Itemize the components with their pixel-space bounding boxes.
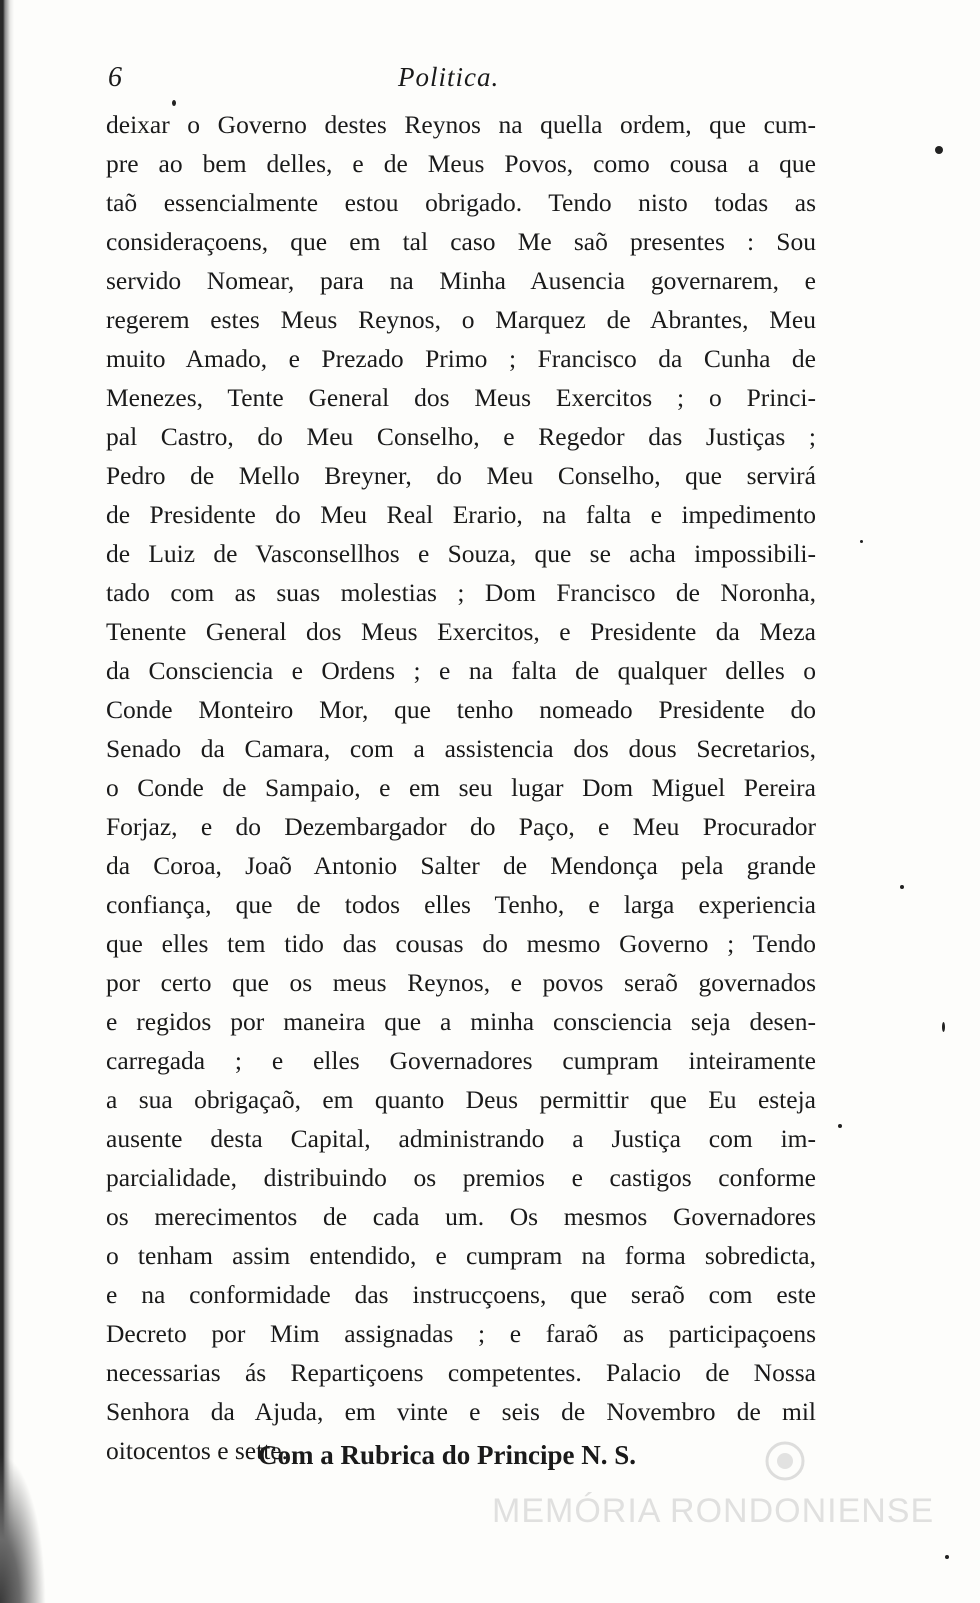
ink-speck [945,1555,949,1559]
text-line: deixar o Governo destes Reynos na quella ordem, que cum- [106,110,816,139]
text-line: que elles tem tido das cousas do mesmo Governo ; Tendo [106,929,816,958]
text-line: muito Amado, e Prezado Primo ; Francisco da Cunha de [106,344,816,373]
text-line: Forjaz, e do Dezembargador do Paço, e Meu Procurador [106,812,816,841]
text-line: de Presidente do Meu Real Erario, na falta e impedimento [106,500,816,529]
text-line: a sua obrigaçaõ, em quanto Deus permittir que Eu esteja [106,1085,816,1114]
signature-line: Com a Rubrica do Principe N. S. [258,1440,636,1470]
text-line: da Coroa, Joaõ Antonio Salter de Mendonça pela grande [106,851,816,880]
page-header [108,62,813,102]
text-line: pre ao bem delles, e de Meus Povos, como cousa a que [106,149,816,178]
text-line: tado com as suas molestias ; Dom Francisco de Noronha, [106,578,816,607]
text-line: o tenham assim entendido, e cumpram na forma sobredicta, [106,1241,816,1270]
text-line: Senhora da Ajuda, em vinte e seis de Novembro de mil [106,1397,816,1426]
text-line: confiança, que de todos elles Tenho, e larga experiencia [106,890,816,919]
decree-text [106,105,816,1470]
ink-speck [935,146,943,154]
text-line: taõ essencialmente estou obrigado. Tendo nisto todas as [106,188,816,217]
text-line: necessarias ás Repartiçoens competentes. Palacio de Nossa [106,1358,816,1387]
ink-speck [942,1022,945,1032]
text-line: carregada ; e elles Governadores cumpram inteiramente [106,1046,816,1075]
text-line: os merecimentos de cada um. Os mesmos Governadores [106,1202,816,1231]
text-line: e regidos por maneira que a minha consciencia seja desen- [106,1007,816,1036]
watermark-logo-icon [760,1436,810,1486]
text-line: servido Nomear, para na Minha Ausencia governarem, e [106,266,816,295]
text-line: Senado da Camara, com a assistencia dos dous Secretarios, [106,734,816,763]
text-line: oitocentos e sette. [106,1436,288,1465]
text-line: ausente desta Capital, administrando a Justiça com im- [106,1124,816,1153]
text-line: regerem estes Meus Reynos, o Marquez de Abrantes, Meu [106,305,816,334]
text-line: pal Castro, do Meu Conselho, e Regedor das Justiças ; [106,422,816,451]
page-number: 6 [108,62,122,93]
ink-speck [900,885,904,889]
text-line: Pedro de Mello Breyner, do Meu Conselho, que servirá [106,461,816,490]
text-line: por certo que os meus Reynos, e povos seraõ governados [106,968,816,997]
running-title: Politica. [398,62,500,92]
text-line: Tenente General dos Meus Exercitos, e Presidente da Meza [106,617,816,646]
ink-speck [860,540,863,543]
binding-edge [0,0,14,1603]
text-line: de Luiz de Vasconsellhos e Souza, que se acha impossibili- [106,539,816,568]
binding-shadow [0,1453,46,1603]
text-line: consideraçoens, que em tal caso Me saõ presentes : Sou [106,227,816,256]
text-line: da Consciencia e Ordens ; e na falta de qualquer delles o [106,656,816,685]
ink-speck [172,100,176,106]
ink-speck [838,1124,842,1128]
text-line: parcialidade, distribuindo os premios e castigos conforme [106,1163,816,1192]
text-line: e na conformidade das instrucçoens, que seraõ com este [106,1280,816,1309]
text-line: Menezes, Tente General dos Meus Exercitos ; o Princi- [106,383,816,412]
text-line: o Conde de Sampaio, e em seu lugar Dom Miguel Pereira [106,773,816,802]
watermark: MEMÓRIA RONDONIENSE [492,1492,935,1530]
text-line: Conde Monteiro Mor, que tenho nomeado Presidente do [106,695,816,724]
text-line: Decreto por Mim assignadas ; e faraõ as participaçoens [106,1319,816,1348]
